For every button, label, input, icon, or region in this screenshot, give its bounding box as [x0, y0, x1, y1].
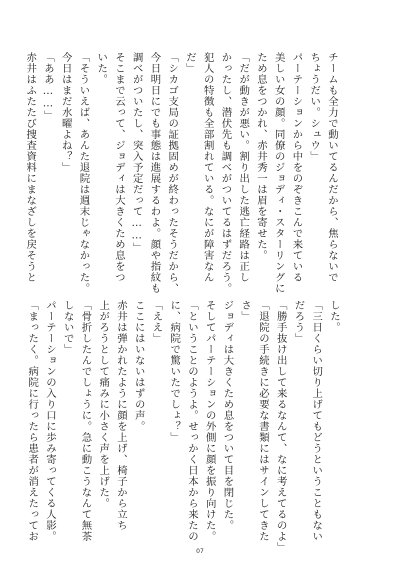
text-line: 「三日くらい切り上げてもどうということもない [310, 300, 323, 542]
text-line: 調べがついたし、突入予定だって……」 [130, 52, 143, 254]
text-line: だろう」 [292, 300, 305, 344]
text-line: 「そういえば、あんた退院は週末じゃなかった。 [77, 52, 90, 294]
text-line: そしてパーテーションの外側に顔を振り向けた。 [203, 300, 216, 542]
text-line: ちょうだい。シュウ」 [308, 52, 321, 162]
text-line: そこまで云って、ジョディは大きくため息をつ [113, 52, 125, 283]
text-line: 「シカゴ支局の証拠固めが終わったそうだから、 [166, 52, 179, 294]
text-line: 「骨折したんでしょうに。急に動こうなんて無茶 [79, 300, 92, 542]
text-line: 「ええ」 [150, 300, 163, 344]
page-number: 07 [196, 548, 204, 555]
text-line: 今日明日にでも事態は進展するわよ。顔や指紋も [148, 52, 161, 294]
text-line: 「ということのようよ。せっかく日本から来たの [186, 300, 198, 542]
text-line: 今日はまだ水曜よね？」 [59, 52, 72, 173]
text-line: に、病院で驚いたでしょ？」 [168, 300, 181, 443]
text-line: かったし、潜伏先も調べがついてるはずだろう。 [219, 52, 232, 294]
text-line: ここにはいないはずの声。 [132, 300, 145, 432]
text-line: 美しい女の顔。同僚のジョディ・スターリングに [272, 52, 285, 294]
text-line: 赤井はふたたび捜査資料にまなざしを戻そうと [24, 52, 37, 283]
text-line: だ」 [184, 52, 196, 74]
text-line: パーテーションの入り口に歩み寄ってくる人影。 [44, 300, 56, 542]
text-line: しないで」 [61, 300, 74, 355]
text-line: 犯人の特徴も全部割れている。なにが障害なん [201, 52, 214, 283]
text-line: 上がろうとして痛みに小さく声を上げた。 [97, 300, 110, 509]
text-line: いた。 [95, 52, 108, 85]
text-line: 赤井は弾かれたように顔を上げ、椅子から立ち [115, 300, 127, 531]
text-line: 「ああ……」 [42, 52, 54, 122]
text-line: 「退院の手続きに必要な書類にはサインしてきた [257, 300, 269, 542]
text-line: ため息をつかれ、赤井秀一は眉を寄せた。 [255, 52, 267, 261]
text-block-top [24, 52, 340, 294]
text-line: チームも全力で動いてるんだから、焦らないで [326, 52, 338, 283]
text-line: 「勝手抜け出して来るなんて、なに考えてるのよ」 [274, 300, 287, 553]
text-line: ジョディは大きくため息をついて目を閉じた。 [221, 300, 234, 531]
text-line: 「まったく。病院に行ったら患者が消えたってお [26, 300, 39, 542]
text-line: パーテーションから中をのぞきこんで来ている [290, 52, 303, 283]
text-line: した。 [328, 300, 340, 333]
text-line: 「だが動きが悪い。割り出した逃亡経路は正し [237, 52, 250, 283]
text-line: さ」 [239, 300, 252, 322]
